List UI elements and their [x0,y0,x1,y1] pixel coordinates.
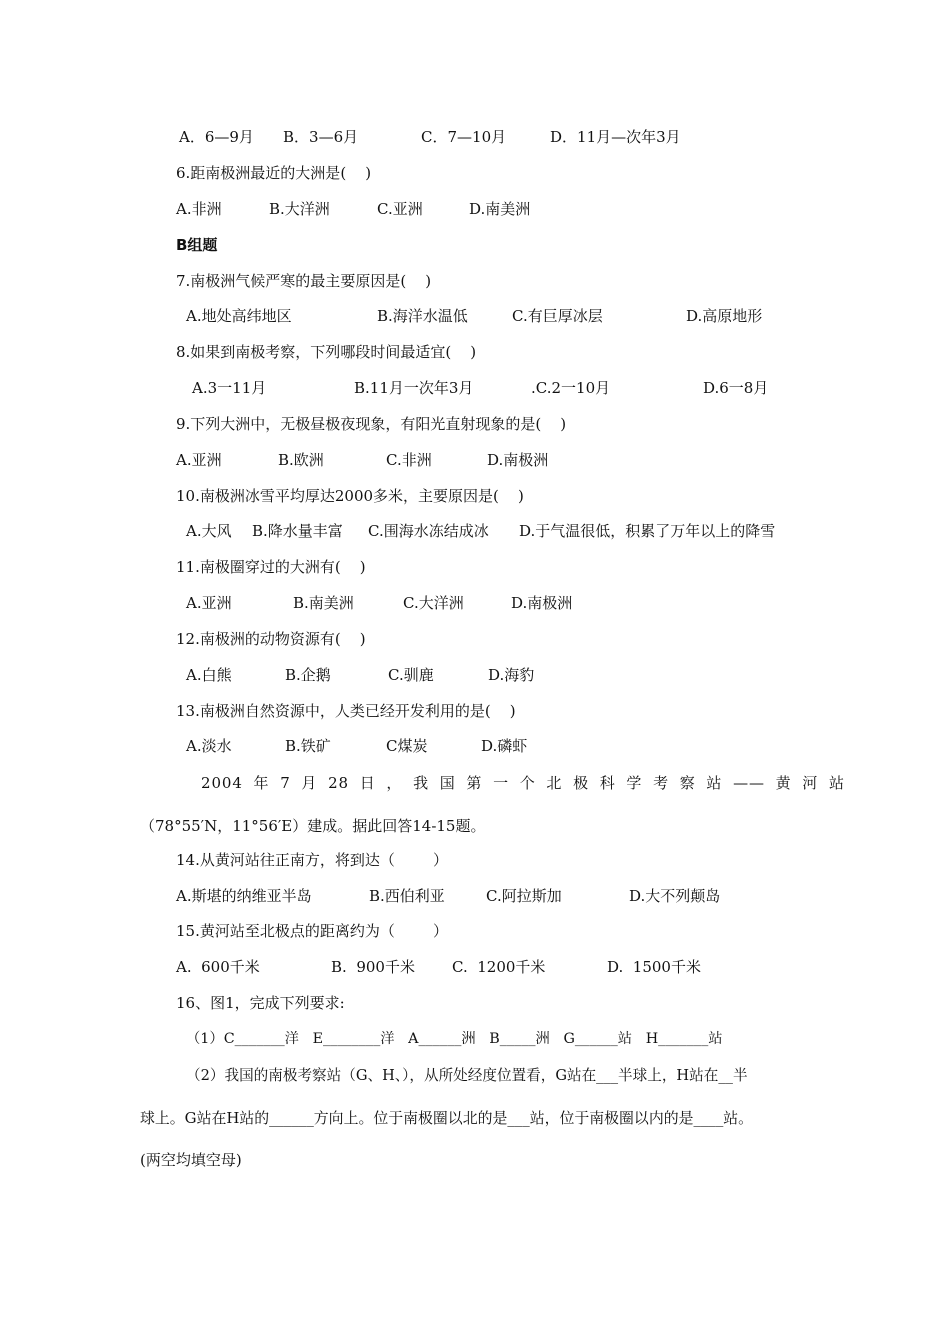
q15-stem: 15.黄河站至北极点的距离约为（ ） [176,922,449,940]
q6-option-d: D.南美洲 [469,200,531,218]
group-b-heading: B组题 [176,236,218,254]
q5-option-d: D．11月—次年3月 [550,128,681,146]
q13-option-c: C煤炭 [386,737,428,755]
q14-option-d: D.大不列颠岛 [629,887,721,905]
q10-option-d: D.于气温很低，积累了万年以上的降雪 [519,522,776,540]
q11-option-b: B.南美洲 [293,594,354,612]
q14-option-a: A.斯堪的纳维亚半岛 [176,887,312,905]
q8-option-b: B.11月一次年3月 [354,379,474,397]
q12-option-d: D.海豹 [488,666,535,684]
q12-option-c: C.驯鹿 [388,666,434,684]
q7-option-d: D.高原地形 [686,307,763,325]
q8-option-a: A.3一11月 [192,379,267,397]
q13-option-b: B.铁矿 [285,737,331,755]
q5-option-b: B．3—6月 [283,128,359,146]
q13-option-a: A.淡水 [186,737,232,755]
q7-option-a: A.地处高纬地区 [186,307,292,325]
q11-option-d: D.南极洲 [511,594,573,612]
q13-option-d: D.磷虾 [481,737,528,755]
q15-option-b: B. 900千米 [331,958,415,976]
q16-part-1: （1）C_______洋 E________洋 A______洲 B_____洲 G______站 H_______站 [186,1031,723,1047]
q9-option-a: A.亚洲 [176,451,222,469]
q8-stem: 8.如果到南极考察，下列哪段时间最适宜( ) [176,343,477,361]
passage-line-1: 2004 年 7 月 28 日 ， 我 国 第 一 个 北 极 科 学 考 察 站 —— 黄 河 站 [201,774,845,792]
q16-part-2-line-3: (两空均填空母) [140,1151,242,1169]
q11-option-c: C.大洋洲 [403,594,464,612]
q10-option-b: B.降水量丰富 [252,522,343,540]
q11-option-a: A.亚洲 [186,594,232,612]
q15-option-c: C. 1200千米 [452,958,546,976]
q12-option-b: B.企鹅 [285,666,331,684]
q8-option-d: D.6一8月 [703,379,769,397]
q6-option-c: C.亚洲 [377,200,423,218]
q16-stem: 16、图1，完成下列要求: [176,994,345,1012]
q14-option-b: B.西伯利亚 [369,887,445,905]
q13-stem: 13.南极洲自然资源中，人类已经开发利用的是( ) [176,702,516,720]
q14-stem: 14.从黄河站往正南方，将到达（ ） [176,851,449,869]
q7-stem: 7.南极洲气候严寒的最主要原因是( ) [176,272,432,290]
q5-option-a: A．6—9月 [179,128,254,146]
q7-option-c: C.有巨厚冰层 [512,307,603,325]
q7-option-b: B.海洋水温低 [377,307,468,325]
q10-stem: 10.南极洲冰雪平均厚达2000多米，主要原因是( ) [176,487,524,505]
q16-part-2-line-2: 球上。G站在H站的______方向上。位于南极圈以北的是___站，位于南极圈以内的是____站。 [140,1109,754,1127]
passage-line-2: （78°55′N，11°56′E）建成。据此回答14-15题。 [140,817,486,835]
q9-stem: 9.下列大洲中，无极昼极夜现象，有阳光直射现象的是( ) [176,415,567,433]
q15-option-a: A. 600千米 [176,958,260,976]
q9-option-b: B.欧洲 [278,451,324,469]
q8-option-c: .C.2一10月 [531,379,611,397]
q14-option-c: C.阿拉斯加 [486,887,562,905]
q6-stem: 6.距南极洲最近的大洲是( ) [176,164,372,182]
q16-part-2-line-1: （2）我国的南极考察站（G、H、），从所处经度位置看，G站在___半球上，H站在__半 [186,1067,748,1084]
q11-stem: 11.南极圈穿过的大洲有( ) [176,558,366,576]
q9-option-c: C.非洲 [386,451,432,469]
q10-option-c: C.围海水冻结成冰 [368,522,489,540]
q12-stem: 12.南极洲的动物资源有( ) [176,630,366,648]
q9-option-d: D.南极洲 [487,451,549,469]
q10-option-a: A.大风 [186,522,232,540]
q6-option-b: B.大洋洲 [269,200,330,218]
q5-option-c: C．7—10月 [421,128,507,146]
q6-option-a: A.非洲 [176,200,222,218]
q15-option-d: D. 1500千米 [607,958,701,976]
q12-option-a: A.白熊 [186,666,232,684]
